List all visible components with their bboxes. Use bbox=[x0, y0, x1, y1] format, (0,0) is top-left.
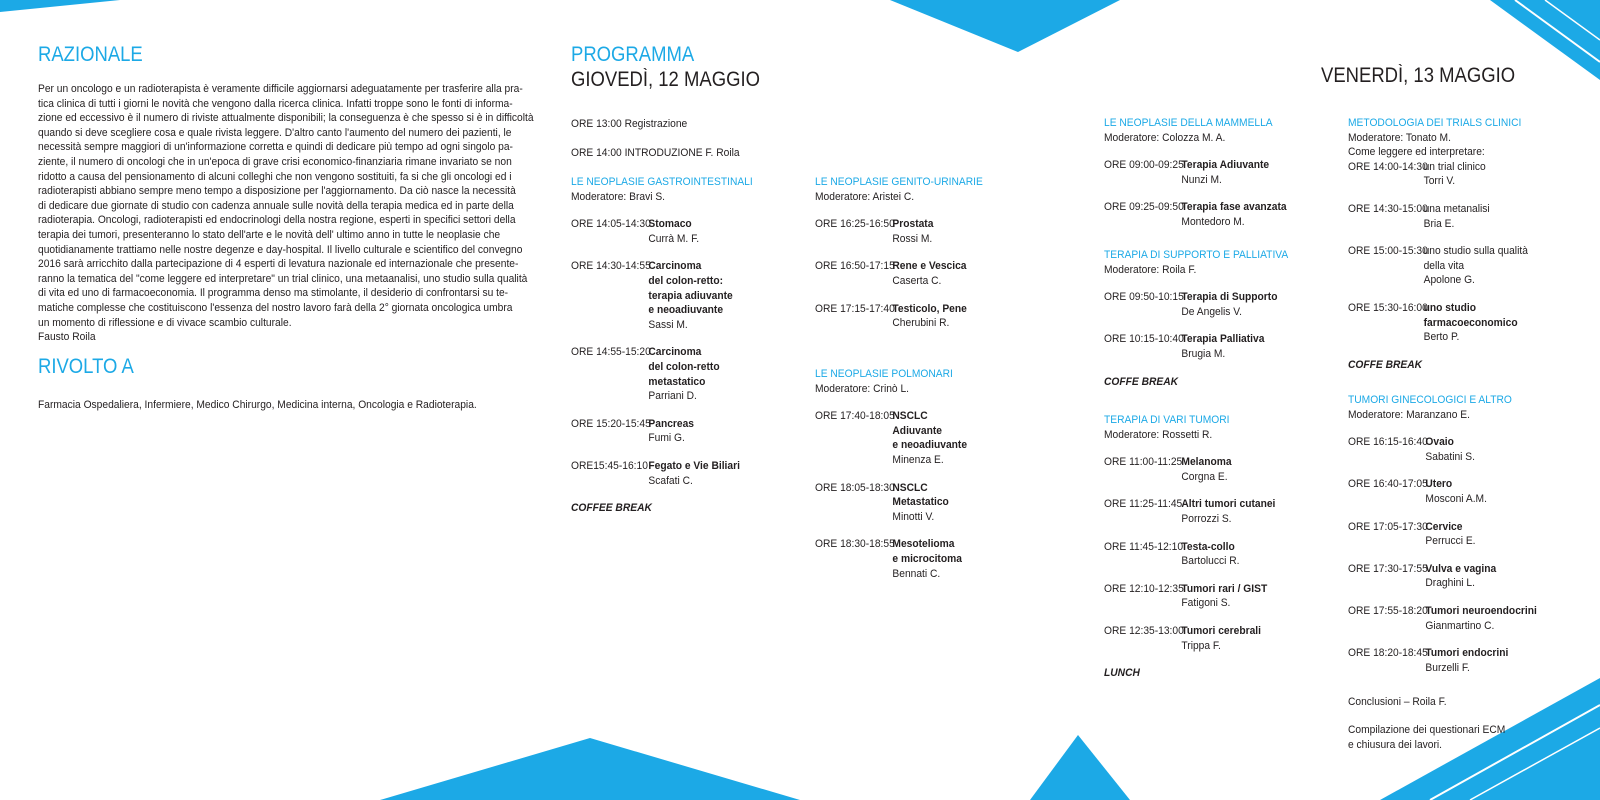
talk-speaker: Minenza E. bbox=[892, 453, 944, 466]
rationale-line: di vita ed uno di farmacoeconomia. Il programma denso ma stimolante, il desiderio di confrontarsi su te- bbox=[38, 287, 509, 300]
talk-time: ORE 17:55-18:20 bbox=[1348, 604, 1428, 617]
talk-time: ORE 15:00-15:30 bbox=[1348, 245, 1428, 258]
session-moderator: Moderatore: Bravi S. bbox=[571, 190, 666, 203]
talk-topic: Carcinoma bbox=[648, 346, 702, 359]
talk-time: ORE 09:25-09:50 bbox=[1104, 201, 1184, 214]
talk-row bbox=[1348, 562, 1600, 591]
talk-details bbox=[1181, 540, 1239, 569]
rationale-line: un momento di riflessione e di vivace scambio culturale. bbox=[38, 316, 292, 329]
closing-line: e chiusura dei lavori. bbox=[1348, 738, 1443, 751]
talk-topic: del colon-retto: bbox=[648, 274, 724, 287]
talk-row bbox=[815, 302, 1076, 331]
talk-topic: della vita bbox=[1423, 259, 1465, 272]
talk-speaker: Bria E. bbox=[1423, 217, 1455, 230]
talk-topic: del colon-retto bbox=[648, 360, 720, 373]
session-break: COFFE BREAK bbox=[1104, 375, 1179, 388]
session-method bbox=[1348, 116, 1600, 372]
talk-details bbox=[1181, 158, 1269, 187]
session-moderator: Moderatore: Maranzano E. bbox=[1348, 408, 1470, 421]
talk-row bbox=[571, 217, 832, 246]
talk-speaker: Rossi M. bbox=[892, 232, 933, 245]
talk-time: ORE 14:30-15:00 bbox=[1348, 202, 1428, 215]
talk-time: ORE 14:00-14:30 bbox=[1348, 160, 1428, 173]
talk-speaker: Bartolucci R. bbox=[1181, 555, 1240, 568]
talk-time: ORE 18:30-18:55 bbox=[815, 538, 895, 551]
session-title: LE NEOPLASIE POLMONARI bbox=[815, 368, 953, 380]
talk-details bbox=[1181, 332, 1264, 361]
session-title: TERAPIA DI SUPPORTO E PALLIATIVA bbox=[1104, 249, 1289, 261]
talk-topic: NSCLC bbox=[892, 410, 928, 423]
session-moderator: Moderatore: Aristei C. bbox=[815, 190, 915, 203]
session-moderator: Moderatore: Colozza M. A. bbox=[1104, 131, 1226, 144]
rationale-text bbox=[38, 82, 534, 345]
talk-details bbox=[1181, 497, 1275, 526]
session-title: LE NEOPLASIE DELLA MAMMELLA bbox=[1104, 117, 1273, 129]
session-title: TUMORI GINECOLOGICI E ALTRO bbox=[1348, 394, 1512, 406]
talk-topic: Terapia Palliativa bbox=[1181, 333, 1265, 346]
talk-speaker: Porrozzi S. bbox=[1181, 512, 1232, 525]
talk-row bbox=[815, 409, 1076, 467]
day2-title: VENERDÌ, 13 MAGGIO bbox=[1321, 64, 1516, 87]
talk-speaker: Currà M. F. bbox=[648, 232, 700, 245]
audience-text: Farmacia Ospedaliera, Infermiere, Medico Chirurgo, Medicina interna, Oncologia e Radioterapia. bbox=[38, 399, 477, 411]
talk-speaker: Caserta C. bbox=[892, 274, 942, 287]
talk-topic: e neoadiuvante bbox=[892, 439, 968, 452]
talk-time: ORE15:45-16:10 bbox=[571, 459, 648, 472]
rationale-line: ziente, il numero di oncologi che in un'epoca di grave crisi economico-finanziaria rimane invariato se non bbox=[38, 155, 512, 168]
talk-row bbox=[1104, 290, 1365, 319]
talk-time: ORE 10:15-10:40 bbox=[1104, 333, 1184, 346]
talk-topic: Tumori neuroendocrini bbox=[1425, 604, 1537, 617]
talk-row bbox=[1348, 604, 1600, 633]
talk-row bbox=[815, 217, 1076, 246]
talk-speaker: Gianmartino C. bbox=[1425, 619, 1495, 632]
talk-row bbox=[571, 459, 832, 488]
rationale-line: quando si deve scegliere cosa e quale rivista leggere. D'altro canto l'aumento del numero dei pazienti, le bbox=[38, 126, 512, 139]
talk-speaker: Mosconi A.M. bbox=[1425, 492, 1487, 505]
talk-speaker: Fumi G. bbox=[648, 432, 685, 445]
session-lung bbox=[815, 367, 1076, 581]
talk-speaker: Sabatini S. bbox=[1425, 450, 1475, 463]
rationale-line: terapia dei tumori, presenteranno lo stato dell'arte e le novità dell' ultimo anno in tutte le neoplasie che bbox=[38, 228, 501, 241]
talk-topic: e microcitoma bbox=[892, 552, 962, 565]
talk-topic: Utero bbox=[1425, 478, 1453, 491]
talk-row bbox=[815, 537, 1076, 581]
session-support bbox=[1104, 248, 1365, 389]
talk-row bbox=[1104, 497, 1365, 526]
talk-time: ORE 18:05-18:30 bbox=[815, 481, 895, 494]
rationale-line: Fausto Roila bbox=[38, 331, 96, 344]
intro-introduction: ORE 14:00 INTRODUZIONE F. Roila bbox=[571, 147, 740, 159]
session-break: LUNCH bbox=[1104, 667, 1140, 680]
talk-row bbox=[1348, 646, 1600, 675]
talk-topic: Terapia fase avanzata bbox=[1181, 201, 1287, 214]
talk-speaker: Minotti V. bbox=[892, 510, 935, 523]
talk-details bbox=[1425, 435, 1475, 464]
talk-details bbox=[1424, 160, 1486, 189]
talk-time: ORE 11:25-11:45 bbox=[1104, 498, 1183, 511]
talk-row bbox=[571, 417, 832, 446]
talk-topic: Ovaio bbox=[1425, 436, 1454, 449]
rationale-line: quotidianamente trattiamo nelle nostre degenze e day-hospital. Il livello culturale e scientifico del convegno bbox=[38, 243, 523, 256]
talk-details bbox=[648, 217, 699, 246]
talk-speaker: De Angelis V. bbox=[1181, 305, 1243, 318]
rationale-line: zione ed eccessivo è il numero di riviste attualmente disponibili; la conseguenza è che spesso si è in difficoltà bbox=[38, 112, 534, 125]
talk-topic: Terapia Adiuvante bbox=[1181, 159, 1270, 172]
talk-details bbox=[1425, 520, 1475, 549]
talk-speaker: Cherubini R. bbox=[892, 317, 950, 330]
talk-time: ORE 16:50-17:15 bbox=[815, 260, 895, 273]
talk-speaker: Apolone G. bbox=[1423, 274, 1475, 287]
talk-row bbox=[1104, 455, 1365, 484]
talk-topic: e neoadiuvante bbox=[648, 304, 724, 317]
rationale-line: radioterapia. Oncologi, radioterapisti ed endocrinologi della nostra regione, esperti in specifici settori della bbox=[38, 214, 516, 227]
talk-speaker: Scafati C. bbox=[648, 474, 693, 487]
talk-row bbox=[571, 259, 832, 332]
talk-row bbox=[1348, 435, 1600, 464]
talk-topic: uno studio sulla qualità bbox=[1423, 245, 1528, 258]
talk-row bbox=[571, 345, 832, 403]
talk-topic: Cervice bbox=[1425, 520, 1463, 533]
talk-details bbox=[1425, 477, 1487, 506]
talk-row bbox=[1104, 540, 1365, 569]
talk-speaker: Parriani D. bbox=[648, 390, 697, 403]
talk-details bbox=[1424, 202, 1490, 231]
talk-time: ORE 12:35-13:00 bbox=[1104, 624, 1184, 637]
conclusion: Conclusioni – Roila F. bbox=[1348, 696, 1447, 709]
talk-row bbox=[1104, 158, 1365, 187]
talk-time: ORE 14:55-15:20 bbox=[571, 346, 651, 359]
rationale-line: ranno la tematica del "come leggere ed interpretare" un trial clinico, una metaanalisi, uno studio sulla qualità bbox=[38, 272, 528, 285]
talk-time: ORE 11:00-11:25 bbox=[1104, 456, 1183, 469]
talk-details bbox=[648, 459, 740, 488]
talk-details bbox=[1425, 562, 1496, 591]
session-breast bbox=[1104, 116, 1365, 230]
talk-details bbox=[892, 302, 966, 331]
talk-speaker: Perrucci E. bbox=[1425, 535, 1476, 548]
talk-time: ORE 16:15-16:40 bbox=[1348, 436, 1428, 449]
talk-topic: terapia adiuvante bbox=[648, 289, 733, 302]
talk-time: ORE 14:05-14:30 bbox=[571, 218, 651, 231]
rationale-title: RAZIONALE bbox=[38, 43, 143, 66]
talk-row bbox=[1104, 332, 1365, 361]
session-intro: Come leggere ed interpretare: bbox=[1348, 146, 1485, 159]
rationale-line: Per un oncologo e un radioterapista è veramente difficile aggiornarsi adeguatamente per trasferire alla pra- bbox=[38, 83, 523, 95]
talk-time: ORE 18:20-18:45 bbox=[1348, 647, 1428, 660]
program-title: PROGRAMMA bbox=[571, 43, 695, 66]
talk-details bbox=[1424, 301, 1518, 345]
closing-line: Compilazione dei questionari ECM bbox=[1348, 723, 1506, 736]
talk-topic: Carcinoma bbox=[648, 260, 702, 273]
talk-row bbox=[1348, 520, 1600, 549]
talk-topic: farmacoeconomico bbox=[1423, 316, 1518, 329]
talk-details bbox=[1181, 582, 1267, 611]
talk-speaker: Corgna E. bbox=[1181, 470, 1228, 483]
talk-topic: Tumori cerebrali bbox=[1181, 624, 1261, 637]
session-moderator: Moderatore: Tonato M. bbox=[1348, 131, 1451, 144]
rationale-line: di dedicare due giornate di studio con cadenza annuale sulle novità della terapia medica ed in parte della bbox=[38, 199, 514, 212]
talk-topic: Tumori rari / GIST bbox=[1181, 582, 1268, 595]
talk-time: ORE 09:50-10:15 bbox=[1104, 291, 1184, 304]
talk-time: ORE 16:25-16:50 bbox=[815, 218, 895, 231]
talk-speaker: Fatigoni S. bbox=[1181, 597, 1231, 610]
talk-topic: Pancreas bbox=[648, 417, 695, 430]
session-title: METODOLOGIA DEI TRIALS CLINICI bbox=[1348, 117, 1522, 129]
talk-speaker: Trippa F. bbox=[1181, 639, 1221, 652]
talk-details bbox=[892, 409, 967, 467]
talk-time: ORE 12:10-12:35 bbox=[1104, 582, 1184, 595]
talk-time: ORE 17:05-17:30 bbox=[1348, 520, 1428, 533]
session-various bbox=[1104, 413, 1365, 681]
talk-row bbox=[1104, 582, 1365, 611]
rationale-line: ridotto a causa del pensionamento di alcuni colleghi che non vengono sostituiti, fa si che gli oncologi ed i bbox=[38, 170, 512, 183]
talk-speaker: Burzelli F. bbox=[1425, 661, 1470, 674]
rationale-line: 2016 sarà arricchito dalla partecipazione di 4 esperti di levatura nazionale ed internazionale che presente- bbox=[38, 258, 519, 271]
talk-row bbox=[1104, 624, 1365, 653]
session-gi bbox=[571, 175, 832, 516]
talk-details bbox=[1181, 624, 1261, 653]
talk-topic: metastatico bbox=[648, 375, 706, 388]
talk-details bbox=[1181, 200, 1286, 229]
talk-details bbox=[648, 417, 694, 446]
talk-topic: Terapia di Supporto bbox=[1181, 291, 1278, 304]
talk-topic: una metanalisi bbox=[1423, 202, 1490, 215]
rationale-line: radioterapisti abbiano sempre meno tempo a disposizione per l'aggiornamento. Da ciò nasce la necessità bbox=[38, 185, 516, 198]
talk-details bbox=[892, 259, 966, 288]
talk-topic: un trial clinico bbox=[1423, 160, 1486, 173]
session-title: LE NEOPLASIE GENITO-URINARIE bbox=[815, 176, 983, 188]
talk-speaker: Berto P. bbox=[1423, 331, 1460, 344]
talk-row bbox=[1348, 160, 1600, 189]
talk-time: ORE 14:30-14:55 bbox=[571, 260, 651, 273]
talk-details bbox=[892, 481, 948, 525]
talk-time: ORE 15:20-15:45 bbox=[571, 417, 651, 430]
talk-speaker: Montedoro M. bbox=[1181, 215, 1245, 228]
talk-topic: Altri tumori cutanei bbox=[1181, 498, 1276, 511]
talk-speaker: Nunzi M. bbox=[1181, 173, 1222, 186]
talk-topic: Fegato e Vie Biliari bbox=[648, 459, 740, 472]
talk-topic: uno studio bbox=[1423, 301, 1476, 314]
talk-time: ORE 17:15-17:40 bbox=[815, 302, 895, 315]
talk-speaker: Draghini L. bbox=[1425, 577, 1475, 590]
audience-title: RIVOLTO A bbox=[38, 355, 134, 378]
session-moderator: Moderatore: Rossetti R. bbox=[1104, 428, 1213, 441]
session-break: COFFE BREAK bbox=[1348, 358, 1423, 371]
talk-time: ORE 17:30-17:55 bbox=[1348, 562, 1428, 575]
talk-details bbox=[892, 217, 933, 246]
talk-row bbox=[1348, 477, 1600, 506]
session-title: LE NEOPLASIE GASTROINTESTINALI bbox=[571, 176, 753, 188]
rationale-line: matiche complesse che costituiscono l'essenza del nostro lavoro farà della 2° giornata oncologica umbra bbox=[38, 301, 513, 314]
session-moderator: Moderatore: Roila F. bbox=[1104, 263, 1197, 276]
talk-topic: Vulva e vagina bbox=[1425, 562, 1497, 575]
talk-topic: Testicolo, Pene bbox=[892, 302, 967, 315]
talk-details bbox=[1181, 290, 1277, 319]
talk-time: ORE 17:40-18:05 bbox=[815, 410, 895, 423]
rationale-line: necessità sempre maggiori di un'informazione corretta e quindi di dedicare più tempo ad ogni singolo pa- bbox=[38, 141, 513, 154]
talk-topic: Prostata bbox=[892, 218, 934, 231]
talk-topic: Stomaco bbox=[648, 218, 692, 231]
session-gu bbox=[815, 175, 1076, 331]
talk-row bbox=[1348, 244, 1600, 288]
talk-topic: Tumori endocrini bbox=[1425, 647, 1509, 660]
talk-speaker: Bennati C. bbox=[892, 567, 941, 580]
session-title: TERAPIA DI VARI TUMORI bbox=[1104, 414, 1230, 426]
talk-time: ORE 09:00-09:25 bbox=[1104, 159, 1184, 172]
talk-topic: Melanoma bbox=[1181, 456, 1232, 469]
talk-row bbox=[1104, 200, 1365, 229]
talk-row bbox=[1348, 301, 1600, 345]
talk-details bbox=[648, 345, 719, 403]
talk-speaker: Sassi M. bbox=[648, 318, 688, 331]
talk-time: ORE 15:30-16:00 bbox=[1348, 301, 1428, 314]
talk-time: ORE 16:40-17:05 bbox=[1348, 478, 1428, 491]
talk-row bbox=[815, 481, 1076, 525]
talk-details bbox=[648, 259, 732, 332]
talk-details bbox=[1425, 604, 1536, 633]
talk-topic: Adiuvante bbox=[892, 424, 942, 437]
intro-registration: ORE 13:00 Registrazione bbox=[571, 118, 688, 130]
talk-topic: Testa-collo bbox=[1181, 540, 1235, 553]
session-break: COFFEE BREAK bbox=[571, 502, 652, 515]
talk-topic: Rene e Vescica bbox=[892, 260, 967, 273]
talk-row bbox=[1348, 202, 1600, 231]
talk-details bbox=[1181, 455, 1231, 484]
talk-details bbox=[892, 537, 962, 581]
talk-topic: Mesotelioma bbox=[892, 538, 955, 551]
talk-details bbox=[1424, 244, 1528, 288]
talk-time: ORE 11:45-12:10 bbox=[1104, 540, 1184, 553]
talk-speaker: Torri V. bbox=[1423, 175, 1456, 188]
talk-topic: NSCLC bbox=[892, 481, 928, 494]
rationale-line: tica clinica di tutti i giorni le novità che vengono dalla ricerca clinica. Infatti troppe sono le fonti di informa- bbox=[38, 97, 513, 110]
talk-topic: Metastatico bbox=[892, 496, 949, 509]
talk-speaker: Brugia M. bbox=[1181, 347, 1226, 360]
session-moderator: Moderatore: Crinò L. bbox=[815, 382, 910, 395]
day1-title: GIOVEDÌ, 12 MAGGIO bbox=[571, 68, 760, 91]
talk-row bbox=[815, 259, 1076, 288]
talk-details bbox=[1425, 646, 1508, 675]
session-gyn bbox=[1348, 393, 1600, 752]
